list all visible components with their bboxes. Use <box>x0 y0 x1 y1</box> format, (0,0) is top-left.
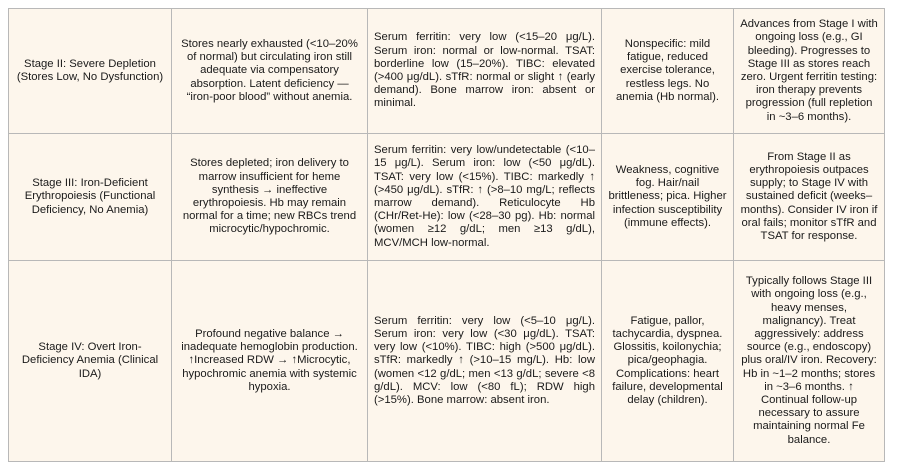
labs-cell: Serum ferritin: very low/undetectable (<10–15 μg/L). Serum iron: low (<50 μg/dL). TSAT: very low (<15%). TIBC: markedly ↑ (>450 μg/dL). sTfR: ↑ (>8–10 mg/L; reflects marrow demand). Reticulocyte Hb (CHr/Ret-He): low (<28–30 pg). Hb: normal (women ≥12 g/dL; men ≥13 g/dL), MCV/MCH low-normal. <box>368 134 602 261</box>
progression-cell: From Stage II as erythropoiesis outpaces supply; to Stage IV with sustained deficit (weeks–months). Consider IV iron if oral fails; monitor sTfR and TSAT for response. <box>734 134 885 261</box>
pathophysiology-cell: Stores nearly exhausted (<10–20% of normal) but circulating iron still adequate via compensatory absorption. Latent deficiency — “iron-poor blood” without anemia. <box>172 9 368 134</box>
symptoms-cell: Nonspecific: mild fatigue, reduced exercise tolerance, restless legs. No anemia (Hb normal). <box>602 9 734 134</box>
pathophysiology-cell: Profound negative balance → inadequate hemoglobin production. ↑Increased RDW → ↑Microcytic, hypochromic anemia with systemic hypoxia. <box>172 261 368 462</box>
pathophysiology-cell: Stores depleted; iron delivery to marrow insufficient for heme synthesis → ineffective erythropoiesis. Hb may remain normal for a time; new RBCs trend microcytic/hypochromic. <box>172 134 368 261</box>
iron-deficiency-stages-table <box>8 8 885 462</box>
labs-cell: Serum ferritin: very low (<5–10 μg/L). Serum iron: very low (<30 μg/dL). TSAT: very low (<10%). TIBC: high (>500 μg/dL). sTfR: markedly ↑ (>10–15 mg/L). Hb: low (women <12 g/dL; men <13 g/dL; severe <8 g/dL). MCV: low (<80 fL); RDW high (>15%). Bone marrow: absent iron. <box>368 261 602 462</box>
progression-cell: Typically follows Stage III with ongoing loss (e.g., heavy menses, malignancy). Treat aggressively: address source (e.g., endoscopy) plus oral/IV iron. Recovery: Hb in ~1–2 months; stores in ~3–6 months. ↑ Continual follow-up necessary to assure maintaining normal Fe balance. <box>734 261 885 462</box>
progression-cell: Advances from Stage I with ongoing loss (e.g., GI bleeding). Progresses to Stage III as stores reach zero. Urgent ferritin testing: iron therapy prevents progression (full repletion in ~3–6 months). <box>734 9 885 134</box>
stage-cell: Stage III: Iron-Deficient Erythropoiesis (Functional Deficiency, No Anemia) <box>9 134 172 261</box>
labs-cell: Serum ferritin: very low (<15–20 μg/L). Serum iron: normal or low-normal. TSAT: borderline low (15–20%). TIBC: elevated (>400 μg/dL). sTfR: normal or slight ↑ (early demand). Bone marrow iron: absent or minimal. <box>368 9 602 134</box>
table-row <box>9 9 885 134</box>
stage-cell: Stage II: Severe Depletion (Stores Low, No Dysfunction) <box>9 9 172 134</box>
symptoms-cell: Fatigue, pallor, tachycardia, dyspnea. Glossitis, koilonychia; pica/geophagia. Complications: heart failure, developmental delay (children). <box>602 261 734 462</box>
stage-cell: Stage IV: Overt Iron-Deficiency Anemia (Clinical IDA) <box>9 261 172 462</box>
table-row <box>9 134 885 261</box>
table-row <box>9 261 885 462</box>
symptoms-cell: Weakness, cognitive fog. Hair/nail brittleness; pica. Higher infection susceptibility (immune effects). <box>602 134 734 261</box>
table-container <box>8 8 885 462</box>
